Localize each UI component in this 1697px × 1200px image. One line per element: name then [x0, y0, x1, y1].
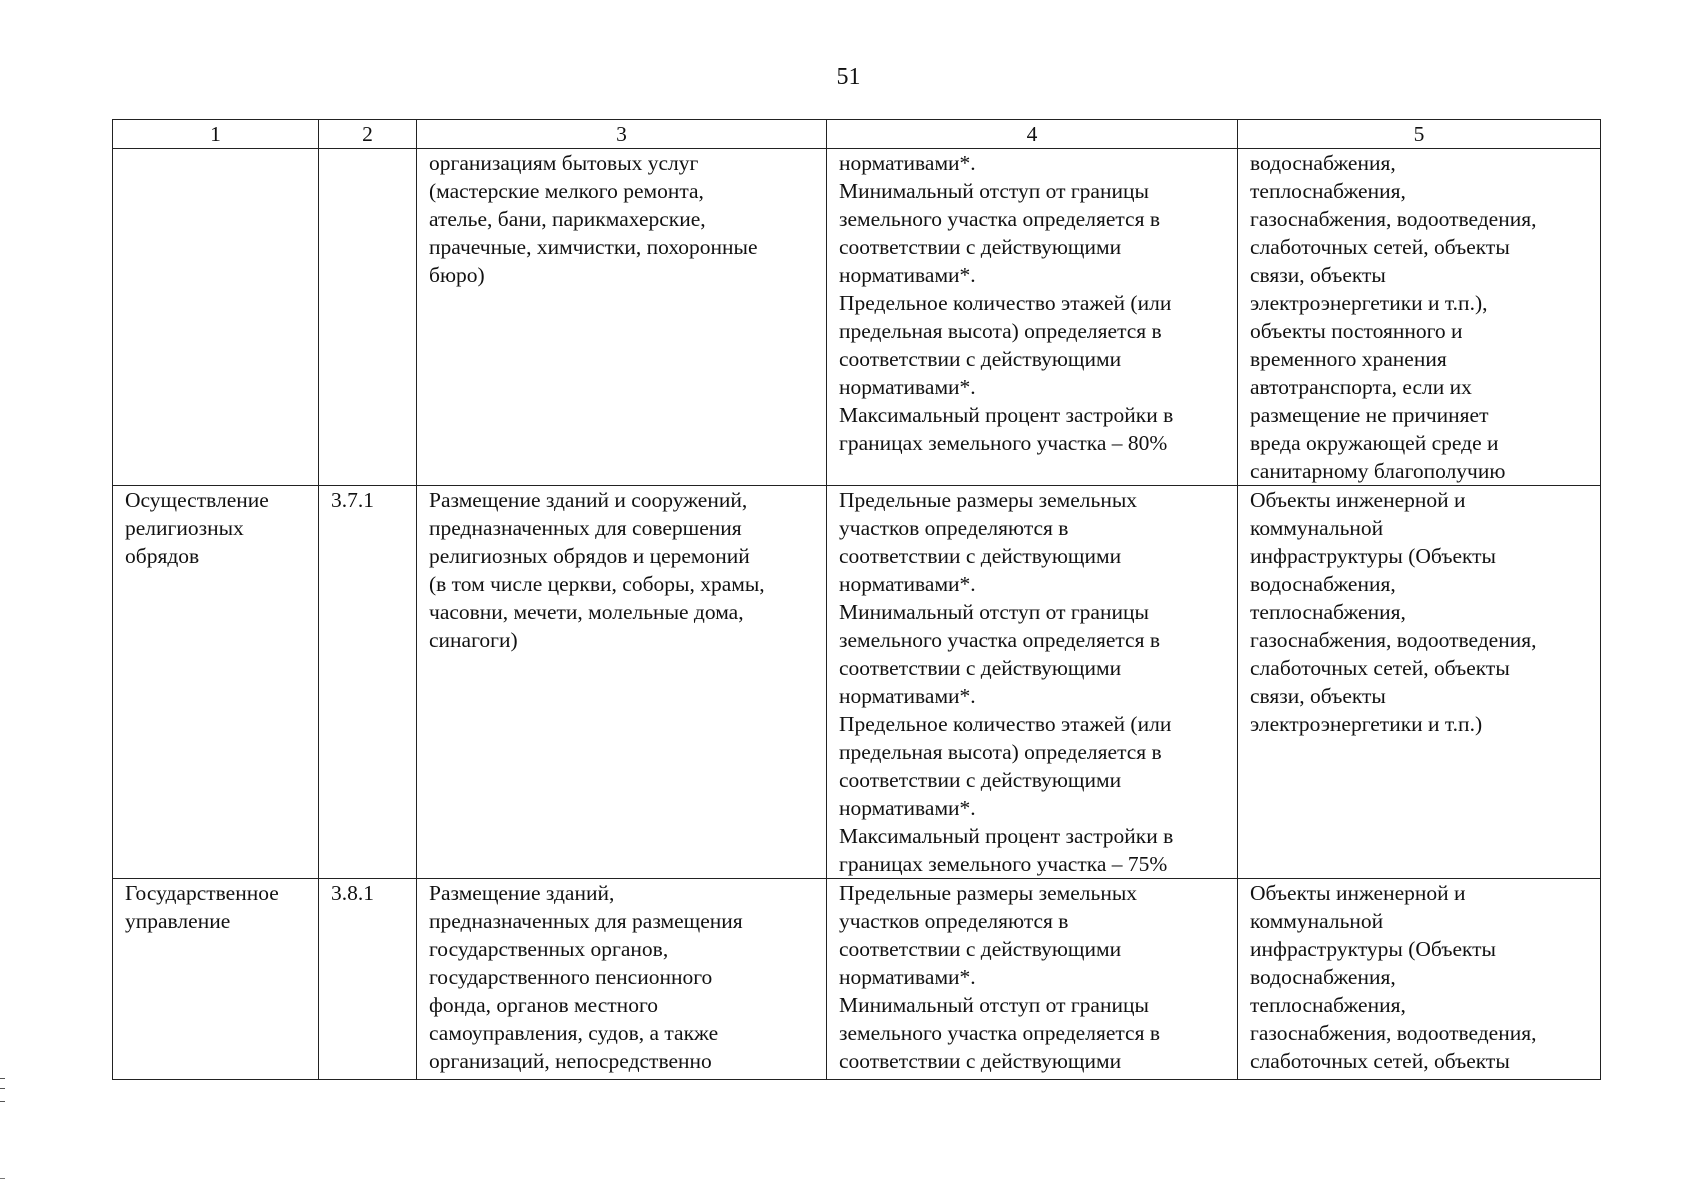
cell-use-code: 3.7.1 [319, 486, 417, 879]
cell-auxiliary-uses: водоснабжения, теплоснабжения, газоснабжения, водоотведения, слаботочных сетей, объекты связи, объекты электроэнергетики и т.п.), объекты постоянного и временного хранения автотранспорта, если их размещение не причиняет вреда окружающей среде и санитарному благополучию [1238, 149, 1601, 486]
cell-use-code: 3.8.1 [319, 879, 417, 1080]
column-header-1: 1 [113, 120, 319, 149]
column-header-4: 4 [827, 120, 1238, 149]
column-header-3: 3 [417, 120, 827, 149]
table-row [113, 486, 1601, 879]
cell-parameters: Предельные размеры земельных участков определяются в соответствии с действующими нормативами*. Минимальный отступ от границы земельного участка определяется в соответствии с действующими нормативами*. Предельное количество этажей (или предельная высота) определяется в соответствии с действующими нормативами*. Максимальный процент застройки в границах земельного участка – 75% [827, 486, 1238, 879]
table-row [113, 879, 1601, 1080]
zoning-table [112, 119, 1601, 1080]
cell-use-name [113, 149, 319, 486]
cell-auxiliary-uses: Объекты инженерной и коммунальной инфраструктуры (Объекты водоснабжения, теплоснабжения, газоснабжения, водоотведения, слаботочных сетей, объекты связи, объекты электроэнергетики и т.п.) [1238, 486, 1601, 879]
scan-margin-mark [0, 1078, 5, 1102]
cell-use-description: Размещение зданий, предназначенных для размещения государственных органов, государственного пенсионного фонда, органов местного самоуправления, судов, а также организаций, непосредственно [417, 879, 827, 1080]
table-row [113, 149, 1601, 486]
cell-auxiliary-uses: Объекты инженерной и коммунальной инфраструктуры (Объекты водоснабжения, теплоснабжения, газоснабжения, водоотведения, слаботочных сетей, объекты [1238, 879, 1601, 1080]
cell-use-description: организациям бытовых услуг (мастерские мелкого ремонта, ателье, бани, парикмахерские, прачечные, химчистки, похоронные бюро) [417, 149, 827, 486]
scan-margin-dash [0, 1178, 5, 1179]
column-header-5: 5 [1238, 120, 1601, 149]
cell-parameters: нормативами*. Минимальный отступ от границы земельного участка определяется в соответствии с действующими нормативами*. Предельное количество этажей (или предельная высота) определяется в соответствии с действующими нормативами*. Максимальный процент застройки в границах земельного участка – 80% [827, 149, 1238, 486]
cell-use-name: Осуществление религиозных обрядов [113, 486, 319, 879]
cell-use-name: Государственное управление [113, 879, 319, 1080]
page-number: 51 [836, 64, 861, 90]
column-header-2: 2 [319, 120, 417, 149]
cell-use-description: Размещение зданий и сооружений, предназначенных для совершения религиозных обрядов и церемоний (в том числе церкви, соборы, храмы, часовни, мечети, молельные дома, синагоги) [417, 486, 827, 879]
cell-parameters: Предельные размеры земельных участков определяются в соответствии с действующими нормативами*. Минимальный отступ от границы земельного участка определяется в соответствии с действующими [827, 879, 1238, 1080]
table-header-row [113, 120, 1601, 149]
cell-use-code [319, 149, 417, 486]
